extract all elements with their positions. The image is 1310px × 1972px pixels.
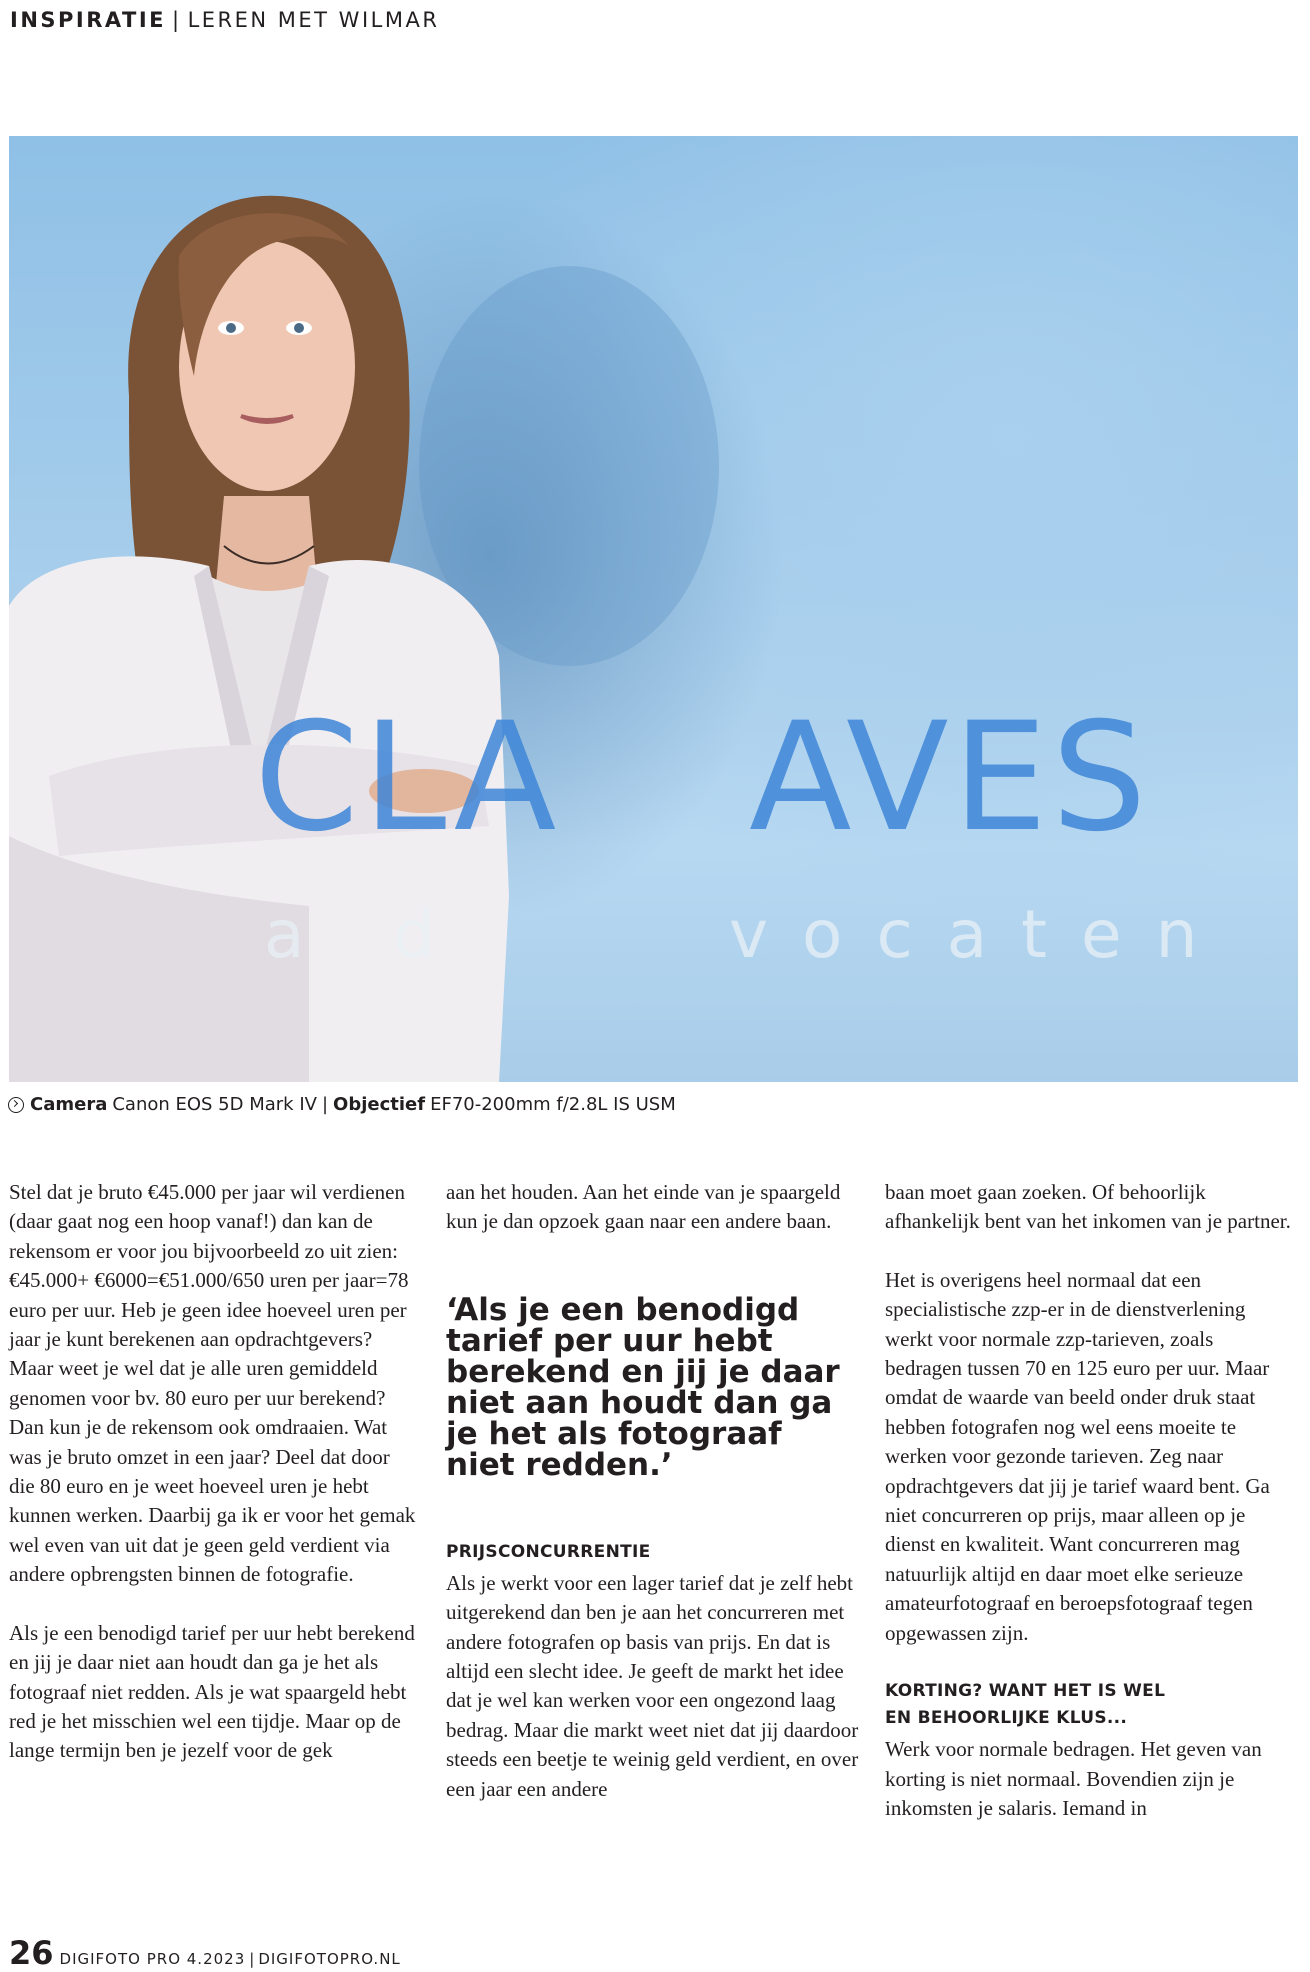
article-column-2	[446, 1178, 861, 1804]
body-paragraph: Stel dat je bruto €45.000 per jaar wil verdienen (daar gaat nog een hoop vanaf!) dan kan de rekensom er voor jou bijvoorbeeld zo uit zien: €45.000+ €6000=€51.000/650 uren per jaar=78 euro per uur. Heb je geen idee hoeveel uren per jaar je kunt berekenen aan opdrachtgevers? Maar weet je wel dat je alle uren gemiddeld genomen voor bv. 80 euro per uur berekend? Dan kun je de rekensom ook omdraaien. Wat was je bruto omzet in een jaar? Deel dat door die 80 euro en je weet hoeveel uren je hebt kunnen werken. Daarbij ga ik er voor het gemak wel even van uit dat je geen geld verdient via andere opbrengsten binnen de fotografie.	[9, 1180, 416, 1587]
publication-issue: DIGIFOTO PRO 4.2023	[59, 1950, 246, 1968]
body-paragraph: Het is overigens heel normaal dat een specialistische zzp-er in de dienstverlening werkt voor normale zzp-tarieven, zoals bedragen tussen 70 en 125 euro per uur. Maar omdat de waarde van beeld onder druk staat hebben fotografen nog wel eens moeite te werken voor gezonde tarieven. Zeg naar opdrachtgevers dat jij je tarief waard bent. Ga niet concurreren op prijs, maar alleen op je dienst en kwaliteit. Want concurreren mag natuurlijk altijd en daar moet elke serieuze amateurfotograaf en beroepsfotograaf tegen opgewassen zijn.	[885, 1267, 1270, 1645]
section-subtitle: LEREN MET WILMAR	[187, 8, 440, 32]
body-paragraph: Als je een benodigd tarief per uur hebt berekend en jij je daar niet aan houdt dan ga je het als fotograaf niet redden. Als je wat spaargeld hebt red je het misschien wel een tijdje. Maar op de lange termijn ben je jezelf voor de gek	[9, 1620, 415, 1763]
subheading-line-2: EN BEHOORLIJKE KLUS...	[885, 1708, 1128, 1729]
wall-lettering-small-left: a d	[264, 896, 470, 973]
camera-label: Camera	[30, 1094, 108, 1115]
page-footer	[9, 1934, 401, 1972]
subheading-line-1: KORTING? WANT HET IS WEL	[885, 1681, 1166, 1702]
body-paragraph: Werk voor normale bedragen. Het geven van korting is niet normaal. Bovendien zijn je inkomsten je salaris. Iemand in	[885, 1737, 1262, 1820]
arrow-circle-icon	[8, 1097, 24, 1113]
subheading	[885, 1678, 1295, 1732]
section-title: INSPIRATIE	[10, 8, 166, 32]
wall-lettering-left: CLA	[254, 691, 561, 865]
website-link[interactable]: DIGIFOTOPRO.NL	[258, 1950, 401, 1968]
article-column-1	[9, 1178, 419, 1766]
header-separator: |	[172, 8, 182, 32]
caption-separator: |	[321, 1094, 329, 1115]
body-paragraph: aan het houden. Aan het einde van je spaargeld kun je dan opzoek gaan naar een andere baan.	[446, 1180, 841, 1234]
footer-separator: |	[249, 1950, 255, 1968]
body-paragraph: baan moet gaan zoeken. Of behoorlijk afhankelijk bent van het inkomen van je partner.	[885, 1180, 1291, 1234]
lens-label: Objectief	[333, 1094, 426, 1115]
article-column-3	[885, 1178, 1295, 1823]
left-iris	[226, 323, 236, 333]
pull-quote: ‘Als je een benodigd tarief per uur hebt berekend en jij je daar niet aan houdt dan ga je het als fotograaf niet redden.’	[446, 1291, 840, 1483]
running-header	[10, 8, 439, 32]
page-number: 26	[9, 1934, 54, 1972]
right-iris	[294, 323, 304, 333]
lens-value: EF70-200mm f/2.8L IS USM	[430, 1094, 676, 1115]
wall-lettering-small-right: vocaten	[729, 896, 1232, 973]
photo-caption	[8, 1094, 676, 1115]
wall-lettering-right: AVES	[749, 691, 1151, 865]
subheading: PRIJSCONCURRENTIE	[446, 1541, 651, 1562]
camera-value: Canon EOS 5D Mark IV	[112, 1094, 317, 1115]
body-paragraph: Als je werkt voor een lager tarief dat je zelf hebt uitgerekend dan ben je aan het concurreren met andere fotografen op basis van prijs. En dat is altijd een slecht idee. Je geeft de markt het idee dat je wel kan werken voor een ongezond laag bedrag. Maar die markt weet niet dat jij daardoor steeds een beetje te weinig geld verdient, en over een jaar een andere	[446, 1570, 859, 1801]
portrait-photo	[9, 136, 1298, 1082]
